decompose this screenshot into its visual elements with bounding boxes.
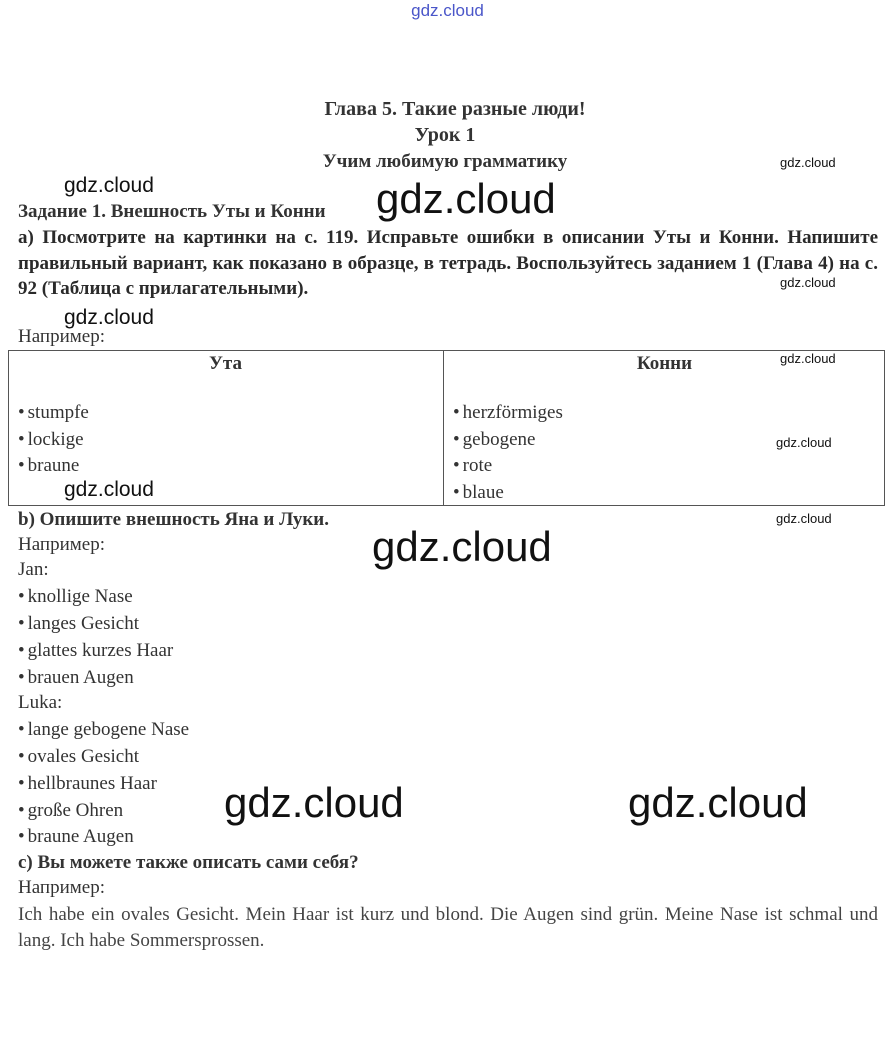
chapter-title: Глава 5. Такие разные люди! — [324, 98, 586, 120]
table-cell: • stumpfe — [18, 402, 89, 424]
list-item: • glattes kurzes Haar — [18, 640, 173, 662]
watermark: gdz.cloud — [64, 306, 154, 329]
list-item: • knollige Nase — [18, 586, 133, 608]
table-cell: • gebogene — [453, 429, 535, 451]
task1-part-c: c) Вы можете также описать сами себя? — [18, 852, 359, 873]
list-item: • langes Gesicht — [18, 613, 139, 635]
list-item: • ovales Gesicht — [18, 746, 139, 768]
watermark: gdz.cloud — [372, 523, 552, 570]
list-item: • hellbraunes Haar — [18, 773, 157, 795]
watermark: gdz.cloud — [64, 174, 154, 197]
site-link-top[interactable]: gdz.cloud — [411, 1, 484, 20]
list-item: • große Ohren — [18, 800, 123, 822]
watermark: gdz.cloud — [376, 175, 556, 222]
list-item: • lange gebogene Nase — [18, 719, 189, 741]
task1-part-b: b) Опишите внешность Яна и Луки. — [18, 509, 329, 530]
luka-label: Luka: — [18, 692, 63, 713]
jan-label: Jan: — [18, 559, 49, 580]
watermark: gdz.cloud — [224, 779, 404, 826]
lesson-subtitle: Учим любимую грамматику — [322, 151, 568, 172]
table-cell: • herzförmiges — [453, 402, 563, 424]
task1-part-a: а) Посмотрите на картинки на с. 119. Исправьте ошибки в описании Уты и Конни. Напишите правильный вариант, как показано в образце, в тетрадь. Воспользуйтесь заданием 1 (Глава 4) на с. 92 (Таблица с прилагательными). — [18, 227, 878, 299]
table-cell: • lockige — [18, 429, 84, 451]
example-c-text: Ich habe ein ovales Gesicht. Mein Haar ist kurz und blond. Die Augen sind grün. Meine Nase ist schmal und lang. Ich habe Sommersprossen. — [18, 904, 878, 951]
watermark: gdz.cloud — [780, 351, 836, 366]
example-label-a: Например: — [18, 326, 105, 347]
lesson-title: Урок 1 — [414, 124, 476, 146]
watermark: gdz.cloud — [776, 435, 832, 450]
list-item: • braune Augen — [18, 826, 134, 848]
table-header-konni: Конни — [636, 353, 693, 374]
table-cell: • blaue — [453, 482, 504, 504]
task1-heading: Задание 1. Внешность Уты и Конни — [18, 201, 326, 222]
example-label-b: Например: — [18, 534, 105, 555]
table-cell: • rote — [453, 455, 492, 477]
example-label-c: Например: — [18, 877, 105, 898]
watermark: gdz.cloud — [780, 155, 836, 170]
table-header-uta: Ута — [208, 353, 242, 374]
watermark: gdz.cloud — [780, 275, 836, 290]
watermark: gdz.cloud — [776, 511, 832, 526]
watermark: gdz.cloud — [628, 779, 808, 826]
table-cell: • braune — [18, 455, 79, 477]
watermark: gdz.cloud — [64, 478, 154, 501]
list-item: • brauen Augen — [18, 667, 134, 689]
